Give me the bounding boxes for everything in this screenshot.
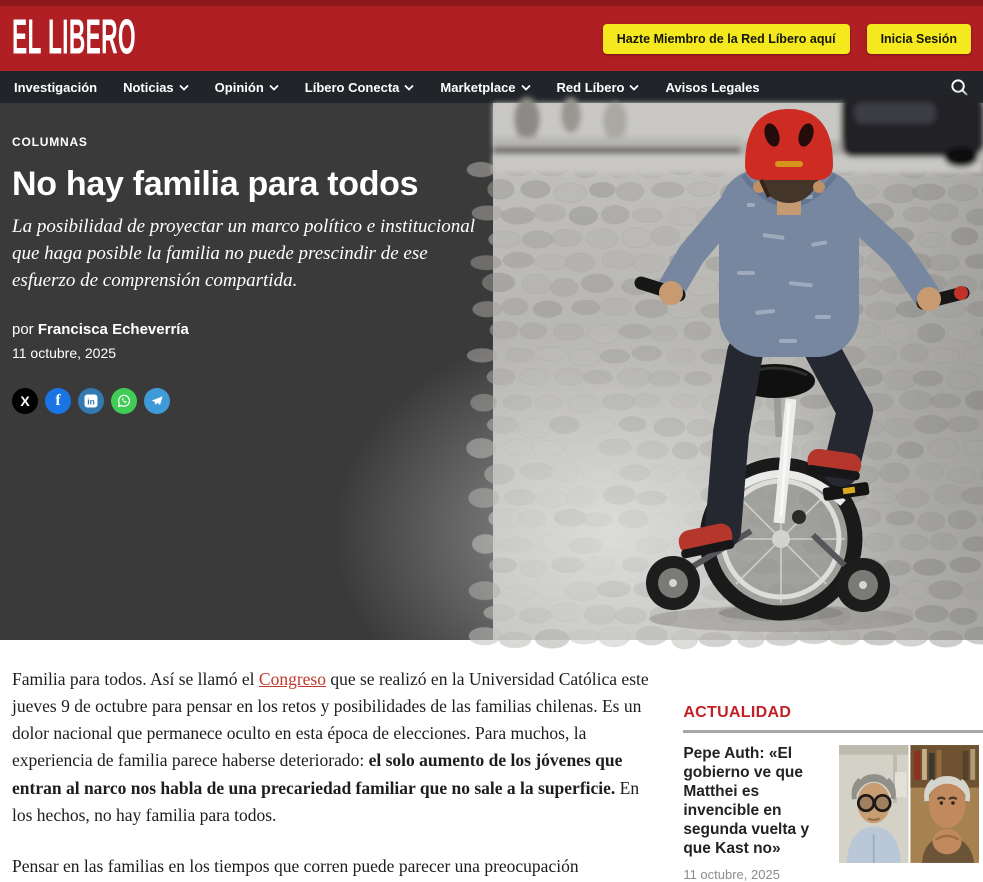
article-category[interactable]: COLUMNAS <box>12 135 479 149</box>
membership-button[interactable]: Hazte Miembro de la Red Líbero aquí <box>603 24 850 54</box>
hero-photo-child-on-bike <box>493 103 983 640</box>
sidebar-article <box>683 745 983 882</box>
lower-content <box>0 640 983 861</box>
nav-item-libero-conecta[interactable]: Líbero Conecta <box>305 80 415 95</box>
byline <box>12 321 479 338</box>
nav-item-noticias[interactable]: Noticias <box>123 80 189 95</box>
sidebar-article-text <box>683 745 829 882</box>
share-whatsapp-icon[interactable] <box>111 388 137 414</box>
telegram-glyph <box>150 394 164 408</box>
search-icon <box>950 78 969 97</box>
linkedin-glyph <box>84 394 98 408</box>
login-button[interactable]: Inicia Sesión <box>867 24 971 54</box>
hero-photo-illustration <box>493 103 983 640</box>
chevron-down-icon <box>521 84 531 91</box>
share-facebook-icon[interactable]: f <box>45 388 71 414</box>
svg-text:in: in <box>87 396 95 406</box>
whatsapp-glyph <box>116 393 132 409</box>
search-button[interactable] <box>950 78 969 97</box>
congreso-link[interactable]: Congreso <box>259 669 326 689</box>
sidebar-section-title[interactable]: ACTUALIDAD <box>683 704 983 722</box>
author-name[interactable]: Francisca Echeverría <box>38 321 189 338</box>
share-x-icon[interactable]: X <box>12 388 38 414</box>
chevron-down-icon <box>179 84 189 91</box>
chevron-down-icon <box>269 84 279 91</box>
publish-date: 11 octubre, 2025 <box>12 345 479 361</box>
sidebar-article-title[interactable]: Pepe Auth: «El gobierno ve que Matthei es invencible en segunda vuelta y que Kast no» <box>683 745 829 858</box>
nav-item-avisos-legales[interactable]: Avisos Legales <box>665 80 759 95</box>
sidebar-article-thumbnail[interactable] <box>839 745 979 863</box>
nav-item-opinion[interactable]: Opinión <box>215 80 279 95</box>
article-paragraph-1: Familia para todos. Así se llamó el Congreso que se realizó en la Universidad Católica este jueves 9 de octubre para pensar en los retos y posibilidades de las familias chilenas. Es un dolor nacional que permanece oculto en esta época de elecciones. Para muchos, la experiencia de familia parece haberse deteriorado: el solo aumento de los jóvenes que entran al narco nos habla de una precariedad familiar que no sale a la superficie. En los hechos, no hay familia para todos. <box>12 666 659 829</box>
share-linkedin-icon[interactable] <box>78 388 104 414</box>
nav-items <box>14 80 950 95</box>
chevron-down-icon <box>629 84 639 91</box>
article-paragraph-2: Pensar en las familias en los tiempos que corren puede parecer una preocupación <box>12 853 659 880</box>
article-bold-text: el solo aumento de los jóvenes que entran al narco nos habla de una precariedad familiar que no sale a la superficie. <box>12 750 622 797</box>
article-subtitle: La posibilidad de proyectar un marco político e institucional que haga posible la familia no puede prescindir de ese esfuerzo de comprensión compartida. <box>12 214 479 295</box>
article-body <box>12 640 659 861</box>
hero-section <box>0 103 983 640</box>
byline-prefix: por <box>12 321 38 338</box>
sidebar-article-date: 11 octubre, 2025 <box>683 867 829 882</box>
nav-item-investigacion[interactable]: Investigación <box>14 80 97 95</box>
header-buttons <box>603 24 971 54</box>
sidebar-divider <box>683 730 983 733</box>
nav-item-red-libero[interactable]: Red Líbero <box>557 80 640 95</box>
sidebar <box>683 640 983 861</box>
chevron-down-icon <box>404 84 414 91</box>
site-logo-text: EL LIBERO <box>12 11 136 67</box>
share-telegram-icon[interactable] <box>144 388 170 414</box>
site-header <box>0 6 983 71</box>
main-nav <box>0 71 983 103</box>
article-title: No hay familia para todos <box>12 165 479 204</box>
nav-item-marketplace[interactable]: Marketplace <box>440 80 530 95</box>
site-logo[interactable] <box>12 17 219 60</box>
